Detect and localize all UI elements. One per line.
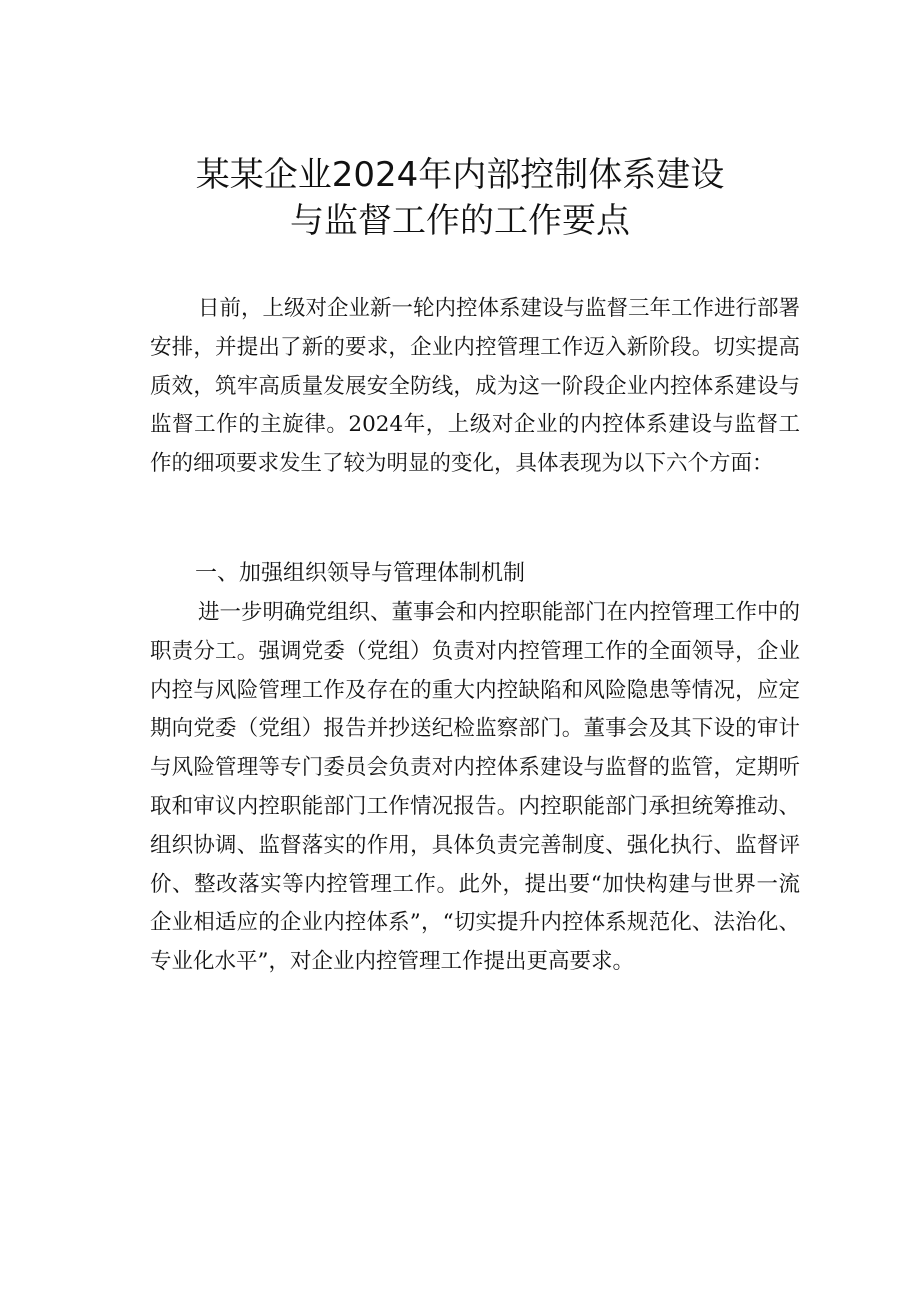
section-1-heading: 一、加强组织领导与管理体制机制: [195, 561, 526, 586]
section-1-paragraph: 进一步明确党组织、董事会和内控职能部门在内控管理工作中的职责分工。强调党委（党组）负责对内控管理工作的全面领导，企业内控与风险管理工作及存在的重大内控缺陷和风险隐患等情况，应定期向党委（党组）报告并抄送纪检监察部门。董事会及其下设的审计与风险管理等专门委员会负责对内控体系建设与监督的监管，定期听取和审议内控职能部门工作情况报告。内控职能部门承担统筹推动、组织协调、监督落实的作用，具体负责完善制度、强化执行、监督评价、整改落实等内控管理工作。此外，提出要“加快构建与世界一流企业相适应的企业内控体系”，“切实提升内控体系规范化、法治化、专业化水平”，对企业内控管理工作提出更高要求。: [150, 600, 801, 975]
intro-paragraph: 日前，上级对企业新一轮内控体系建设与监督三年工作进行部署安排，并提出了新的要求，企业内控管理工作迈入新阶段。切实提高质效，筑牢高质量发展安全防线，成为这一阶段企业内控体系建设与监督工作的主旋律。2024年，上级对企业的内控体系建设与监督工作的细项要求发生了较为明显的变化，具体表现为以下六个方面：: [150, 296, 801, 477]
title-line-2: 与监督工作的工作要点: [290, 201, 630, 241]
title-line-1: 某某企业2024年内部控制体系建设: [195, 155, 725, 195]
document-title: [0, 152, 920, 244]
